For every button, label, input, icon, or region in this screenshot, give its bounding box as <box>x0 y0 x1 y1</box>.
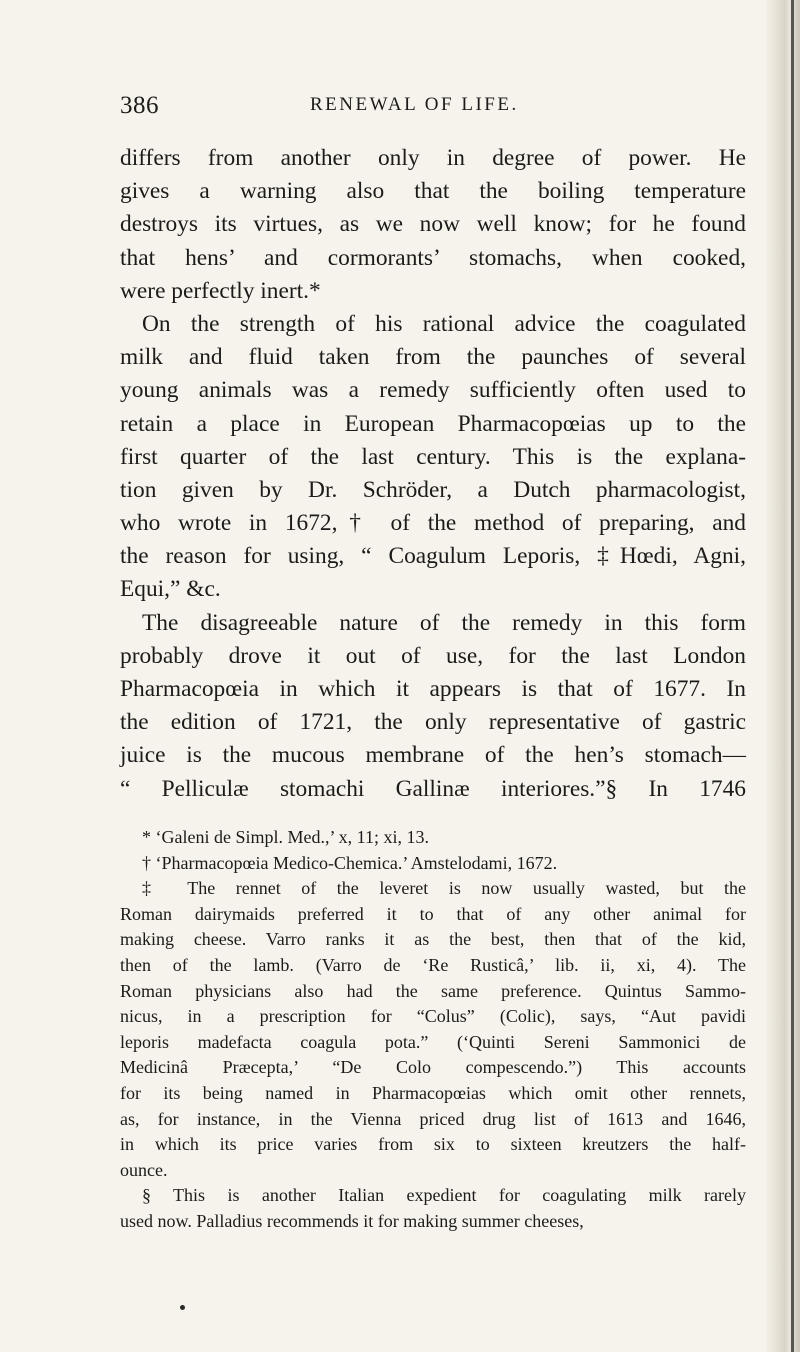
page-header <box>120 92 740 126</box>
text-line: destroys its virtues, as we now well know; for he found <box>120 211 746 238</box>
text-line: young animals was a remedy sufficiently often used to <box>120 377 746 404</box>
footnote-line: § This is another Italian expedient for coagulating milk rarely <box>142 1185 746 1206</box>
footnote-line: in which its price varies from six to sixteen kreutzers the half- <box>120 1134 746 1155</box>
running-head: RENEWAL OF LIFE. <box>310 94 519 115</box>
footnote-line: Medicinâ Præcepta,’ “De Colo compescendo.”) This accounts <box>120 1057 746 1078</box>
footnote-line: making cheese. Varro ranks it as the best, then that of the kid, <box>120 929 746 950</box>
text-line: probably drove it out of use, for the last London <box>120 642 746 669</box>
page-number: 386 <box>120 92 159 119</box>
footnote-line: used now. Palladius recommends it for making summer cheeses, <box>120 1210 584 1231</box>
footnotes <box>120 825 746 1235</box>
page-edge-shadow <box>766 0 800 1352</box>
footnote-line: as, for instance, in the Vienna priced drug list of 1613 and 1646, <box>120 1108 746 1129</box>
text-line: juice is the mucous membrane of the hen’s stomach— <box>120 742 746 769</box>
body-text <box>120 142 746 806</box>
footnote-line: Roman physicians also had the same preference. Quintus Sammo- <box>120 980 746 1001</box>
ink-speck <box>180 1305 185 1310</box>
footnote-line: ‡ The rennet of the leveret is now usually wasted, but the <box>142 878 746 899</box>
text-line: that hens’ and cormorants’ stomachs, when cooked, <box>120 244 746 271</box>
text-line: Equi,” &c. <box>120 576 221 603</box>
text-line: On the strength of his rational advice the coagulated <box>142 310 746 337</box>
text-line: retain a place in European Pharmacopœias up to the <box>120 410 746 437</box>
text-line: the reason for using, “ Coagulum Leporis, ‡Hœdi, Agni, <box>120 543 746 570</box>
text-line: were perfectly inert.* <box>120 277 321 304</box>
footnote-line: nicus, in a prescription for “Colus” (Colic), says, “Aut pavidi <box>120 1006 746 1027</box>
text-line: “ Pelliculæ stomachi Gallinæ interiores.”§ In 1746 <box>120 775 746 802</box>
text-line: The disagreeable nature of the remedy in this form <box>142 609 746 636</box>
footnote-line: for its being named in Pharmacopœias which omit other rennets, <box>120 1082 746 1103</box>
footnote-line: † ‘Pharmacopœia Medico-Chemica.’ Amstelodami, 1672. <box>142 852 558 873</box>
text-line: milk and fluid taken from the paunches of several <box>120 344 746 371</box>
footnote-line: Roman dairymaids preferred it to that of any other animal for <box>120 903 746 924</box>
text-line: the edition of 1721, the only representative of gastric <box>120 709 746 736</box>
footnote-line: * ‘Galeni de Simpl. Med.,’ x, 11; xi, 13. <box>142 827 429 847</box>
binding-edge-line <box>791 0 794 1352</box>
text-line: differs from another only in degree of power. He <box>120 145 746 171</box>
footnote-line: then of the lamb. (Varro de ‘Re Rusticâ,’ lib. ii, xi, 4). The <box>120 954 746 975</box>
text-line: gives a warning also that the boiling temperature <box>120 178 746 205</box>
text-line: tion given by Dr. Schröder, a Dutch pharmacologist, <box>120 476 746 503</box>
footnote-line: ounce. <box>120 1159 168 1180</box>
text-line: Pharmacopœia in which it appears is that of 1677. In <box>120 676 746 702</box>
text-line: who wrote in 1672,† of the method of preparing, and <box>120 510 746 537</box>
text-line: first quarter of the last century. This is the explana- <box>120 443 746 470</box>
footnote-line: leporis madefacta coagula pota.” (‘Quinti Sereni Sammonici de <box>120 1031 746 1052</box>
